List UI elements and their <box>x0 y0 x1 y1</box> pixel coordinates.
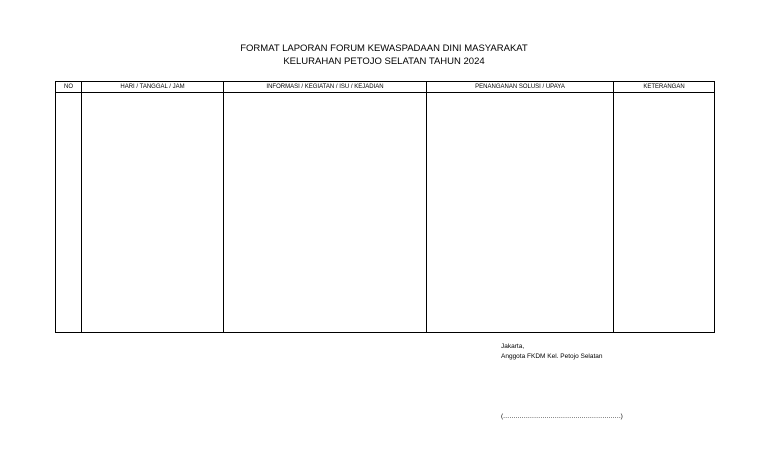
cell-solution <box>427 93 614 333</box>
signature-role: Anggota FKDM Kel. Petojo Selatan <box>501 353 603 360</box>
document-title: FORMAT LAPORAN FORUM KEWASPADAAN DINI MASYARAKAT <box>240 43 528 54</box>
cell-remarks <box>614 93 715 333</box>
column-header-no: NO <box>56 82 82 93</box>
column-header-date: HARI / TANGGAL / JAM <box>82 82 224 93</box>
cell-information <box>224 93 427 333</box>
document-subtitle: KELURAHAN PETOJO SELATAN TAHUN 2024 <box>283 56 485 67</box>
table-header-row <box>56 82 715 93</box>
cell-date <box>82 93 224 333</box>
table-row <box>56 93 715 333</box>
signature-name-placeholder: (…………………………………………………) <box>501 413 623 420</box>
column-header-remarks: KETERANGAN <box>614 82 715 93</box>
report-table <box>55 81 715 333</box>
column-header-solution: PENANGANAN SOLUSI / UPAYA <box>427 82 614 93</box>
column-header-information: INFORMASI / KEGIATAN / ISU / KEJADIAN <box>224 82 427 93</box>
signature-place: Jakarta, <box>501 343 525 350</box>
cell-no <box>56 93 82 333</box>
